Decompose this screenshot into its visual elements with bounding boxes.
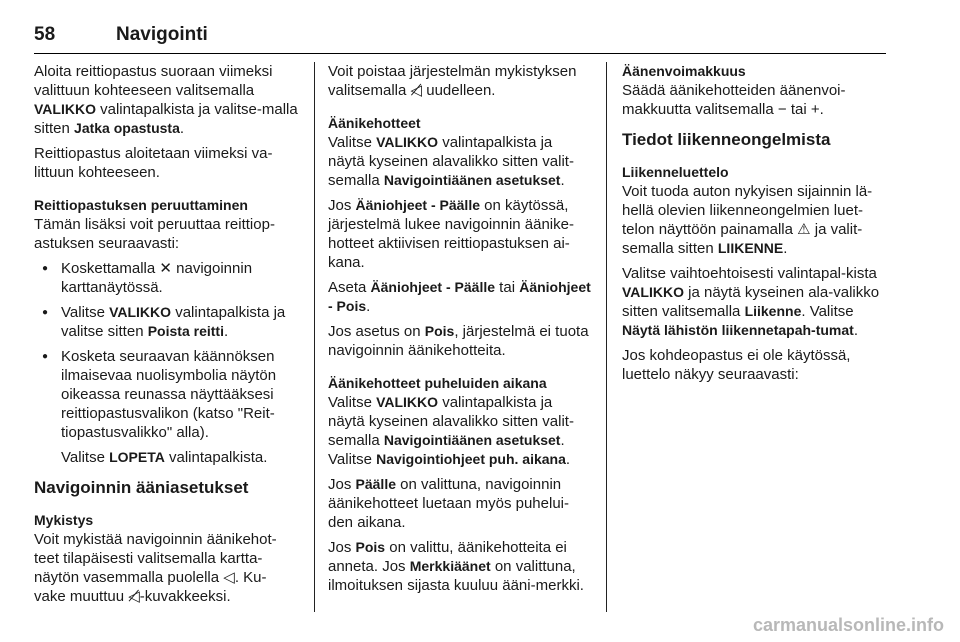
- minus-icon: −: [777, 101, 787, 118]
- paragraph: Jos Päälle on valittuna, navigoinnin äänikehotteet luetaan myös puhelui-den aikana.: [328, 476, 569, 531]
- column-divider-2: [606, 62, 607, 612]
- paragraph: Voit poistaa järjestelmän mykistyksen valitsemalla ◁̸ uudelleen.: [328, 63, 577, 99]
- traffic-icon: ⚠: [797, 221, 811, 238]
- column-3: [622, 62, 892, 390]
- column-2: [328, 62, 592, 601]
- heading-traffic-list: Liikenneluettelo: [622, 164, 729, 180]
- list-item: ● Kosketa seuraavan käännöksen ilmaisevaa nuolisymbolia näytön oikeassa reunassa näyttääksesi reittiopastusvalikon (katso "Reit-tiopastusvalikko" alla).: [34, 347, 298, 442]
- column-divider-1: [314, 62, 315, 612]
- plus-icon: +: [810, 101, 820, 118]
- column-1: [34, 62, 298, 612]
- list-item: ● Valitse VALIKKO valintapalkista ja valitse sitten Poista reitti.: [34, 303, 298, 341]
- paragraph: Reittiopastus aloitetaan viimeksi va-littuun kohteeseen.: [34, 145, 273, 181]
- paragraph: Voit mykistää navigoinnin äänikehot-teet tilapäisesti valitsemalla kartta-näytön vasemmalla puolella ◁. Ku-vake muuttuu ◁̸-kuvakkeeksi.: [34, 531, 277, 605]
- paragraph: Valitse vaihtoehtoisesti valintapal-kista VALIKKO ja näytä kyseinen ala-valikko sitten valitsemalla Liikenne. Valitse Näytä lähistön liikennetapah-tumat.: [622, 265, 880, 339]
- paragraph: Jos Pois on valittu, äänikehotteita ei anneta. Jos Merkkiäänet on valittuna, ilmoituksen sijasta kuuluu ääni-merkki.: [328, 539, 584, 594]
- speaker-muted-icon: ◁̸: [128, 588, 140, 605]
- paragraph: Aseta Ääniohjeet - Päälle tai Ääniohjeet - Pois.: [328, 279, 591, 315]
- paragraph: Säädä äänikehotteiden äänenvoi-makkuutta valitsemalla − tai +.: [622, 82, 846, 118]
- list-item-continuation: Valitse LOPETA valintapalkista.: [61, 449, 268, 466]
- watermark: carmanualsonline.info: [752, 615, 944, 635]
- paragraph: Jos asetus on Pois, järjestelmä ei tuota navigoinnin äänikehotteita.: [328, 323, 589, 359]
- heading-mute: Mykistys: [34, 512, 94, 528]
- paragraph: Jos Ääniohjeet - Päälle on käytössä, järjestelmä lukee navigoinnin äänike-hotteet aktiivisen reittiopastuksen ai-kana.: [328, 197, 574, 271]
- close-icon: ✕: [159, 260, 172, 277]
- speaker-icon: ◁: [223, 569, 235, 586]
- heading-voice-settings: Navigoinnin ääniasetukset: [34, 478, 249, 497]
- bullet-list: [34, 259, 298, 442]
- page-header: [34, 24, 886, 50]
- page-title: Navigointi: [116, 24, 208, 45]
- heading-prompts-during-calls: Äänikehotteet puheluiden aikana: [328, 375, 547, 391]
- heading-cancel-guidance: Reittiopastuksen peruuttaminen: [34, 197, 248, 213]
- paragraph: Aloita reittiopastus suoraan viimeksi valittuun kohteeseen valitsemalla VALIKKO valintapalkista ja valitse-malla sitten Jatka opastusta.: [34, 63, 298, 137]
- list-item: ● Koskettamalla ✕ navigoinnin karttanäytössä.: [34, 259, 298, 297]
- paragraph: Voit tuoda auton nykyisen sijainnin lä-hellä olevien liikenneongelmien luet-telon näyttöön painamalla ⚠ ja valit-semalla sitten LIIKENNE.: [622, 183, 873, 257]
- paragraph: Tämän lisäksi voit peruuttaa reittiop-astuksen seuraavasti:: [34, 216, 275, 252]
- paragraph: Valitse VALIKKO valintapalkista ja näytä kyseinen alavalikko sitten valit-semalla Navigointiäänen asetukset.: [328, 134, 574, 189]
- paragraph: Valitse VALIKKO valintapalkista ja näytä kyseinen alavalikko sitten valit-semalla Navigointiäänen asetukset. Valitse Navigointiohjeet puh. aikana.: [328, 394, 574, 468]
- header-divider: [34, 53, 886, 54]
- heading-volume: Äänenvoimakkuus: [622, 63, 746, 79]
- heading-traffic-info: Tiedot liikenneongelmista: [622, 130, 831, 149]
- heading-voice-prompts: Äänikehotteet: [328, 115, 421, 131]
- paragraph: Jos kohdeopastus ei ole käytössä, luettelo näkyy seuraavasti:: [622, 347, 851, 383]
- page-number: 58: [34, 24, 56, 45]
- speaker-muted-icon: ◁̸: [410, 82, 423, 99]
